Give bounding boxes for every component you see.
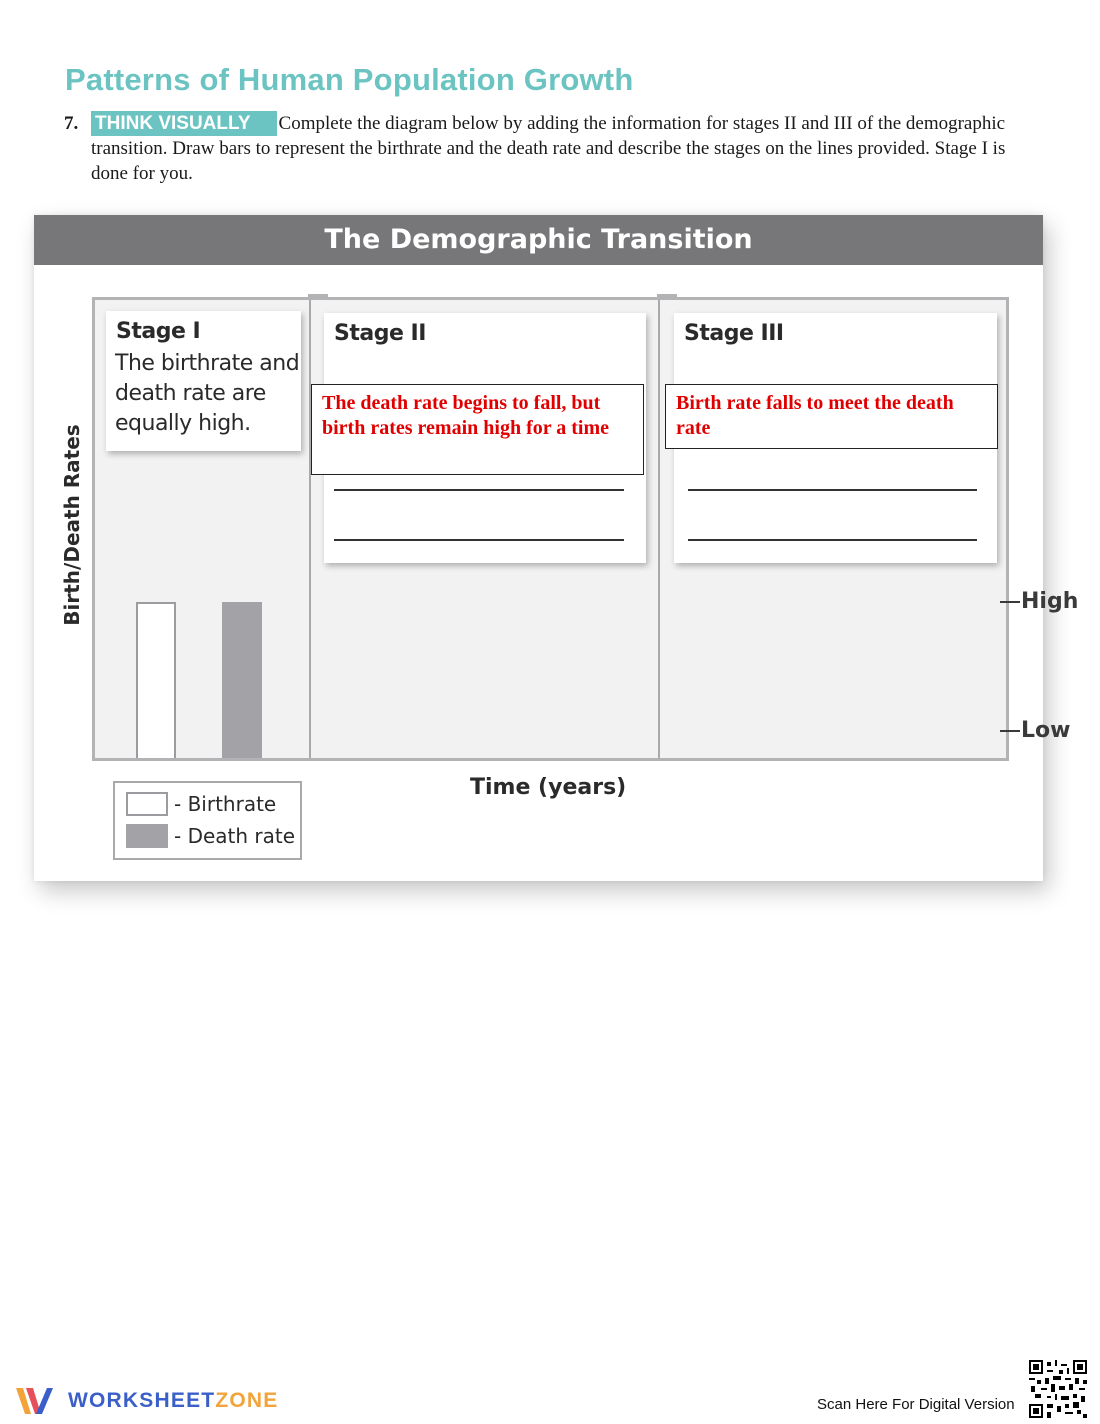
y-axis-label: Birth/Death Rates [60,424,84,626]
stage-3-answer-line-1[interactable] [688,489,977,491]
stage-2-answer-box[interactable]: The death rate begins to fall, but birth rates remain high for a time [311,384,644,475]
stage-2-title: Stage II [334,321,426,346]
demographic-transition-diagram [34,215,1079,881]
stage-divider-2 [658,300,660,758]
diagram-title: The Demographic Transition [34,215,1043,265]
stage-3-answer-line-2[interactable] [688,539,977,541]
low-tick [1000,730,1020,732]
qr-code-icon[interactable] [1029,1360,1087,1418]
stage-3-answer-box[interactable]: Birth rate falls to meet the death rate [665,384,998,449]
stage1-deathrate-bar [222,602,262,758]
legend-item-birthrate [126,792,276,816]
question-body [91,111,1041,186]
x-axis-label: Time (years) [470,775,627,800]
scan-text: Scan Here For Digital Version [817,1396,1015,1413]
stage-3-title: Stage III [684,321,784,346]
high-tick [1000,601,1020,603]
divider-cap-1 [308,294,328,300]
legend [113,781,302,860]
low-label: Low [1021,718,1071,743]
stage-1-card [106,311,301,451]
deathrate-swatch [126,824,168,848]
stage-2-answer-line-1[interactable] [334,489,624,491]
question-text: Complete the diagram below by adding the information for stages II and III of the demographic transition. Draw bars to represent the birthrate and the death rate and describe the stages on the lines provided. Stage I is done for you. [91,113,1006,184]
legend-item-deathrate [126,824,295,848]
level-high [1000,589,1078,614]
brand-part2: ZONE [215,1389,279,1412]
stage-1-description: The birthrate and death rate are equally high. [115,351,300,436]
divider-cap-2 [657,294,677,300]
high-label: High [1021,589,1079,614]
worksheetzone-logo-icon [14,1384,62,1418]
chart-area [92,297,1009,761]
page-title: Patterns of Human Population Growth [65,62,634,97]
stage1-birthrate-bar [136,602,176,758]
stage-2-answer-line-2[interactable] [334,539,624,541]
stage-1-title: Stage I [116,319,201,344]
legend-birthrate-label: - Birthrate [174,792,277,816]
question-number: 7. [64,113,79,134]
brand-part1: WORKSHEET [68,1389,216,1412]
legend-deathrate-label: - Death rate [174,824,296,848]
worksheetzone-logo[interactable] [14,1384,278,1418]
stage-divider-1 [309,300,311,758]
think-visually-badge: THINK VISUALLY [91,111,277,136]
level-low [1000,718,1070,743]
birthrate-swatch [126,792,168,816]
